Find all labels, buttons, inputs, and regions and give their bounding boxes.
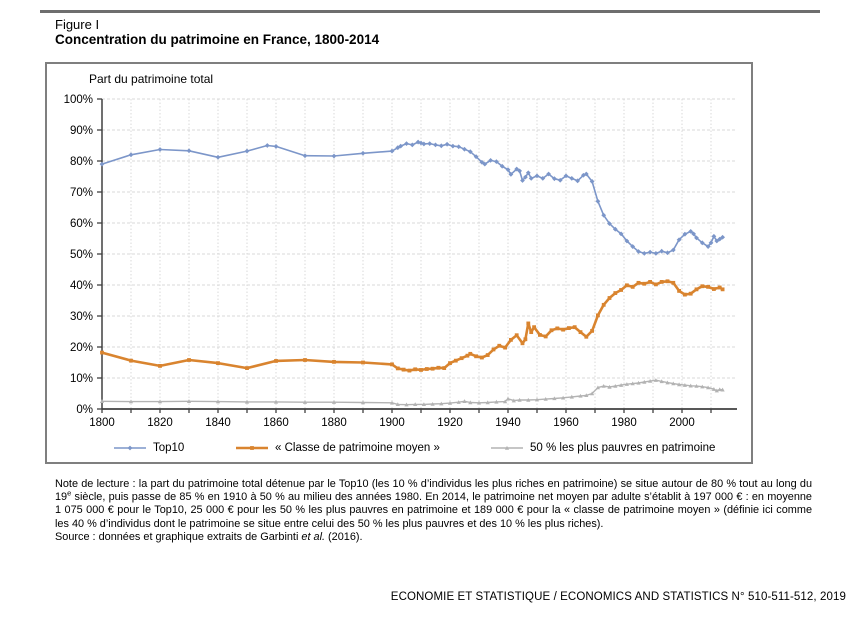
svg-text:1940: 1940 — [495, 417, 521, 429]
source-suffix: (2016). — [325, 530, 363, 543]
journal-footer: ECONOMIE ET STATISTIQUE / ECONOMICS AND STATISTICS N° 510-511-512, 2019 — [390, 591, 846, 603]
svg-text:0%: 0% — [76, 404, 93, 416]
svg-text:30%: 30% — [69, 311, 93, 323]
svg-text:50%: 50% — [69, 249, 93, 261]
legend-item-classe-moyenne — [235, 440, 440, 456]
legend-swatch-top10 — [113, 443, 147, 453]
svg-text:60%: 60% — [69, 218, 93, 230]
legend-swatch-50-pauvres — [490, 443, 524, 453]
note-text: Note de lecture : la part du patrimoine total détenue par le Top10 (les 10 % d’individus les plus riches en patrimoine) se situe autour de 80 % tout au long du 19 — [55, 478, 812, 504]
svg-text:40%: 40% — [69, 280, 93, 292]
svg-text:1880: 1880 — [321, 417, 347, 429]
top-rule — [40, 10, 820, 13]
svg-text:1800: 1800 — [89, 417, 115, 429]
svg-text:1980: 1980 — [611, 417, 637, 429]
figure-title: Concentration du patrimoine en France, 1800-2014 — [55, 32, 380, 47]
svg-text:1900: 1900 — [379, 417, 405, 429]
legend-label-50-pauvres: 50 % les plus pauvres en patrimoine — [530, 442, 716, 454]
line-chart-svg — [47, 64, 751, 462]
chart-area — [45, 62, 753, 464]
legend-swatch-classe-moyenne — [235, 443, 269, 453]
source-etal: et al. — [301, 530, 326, 543]
figure-label: Figure I — [55, 17, 100, 32]
svg-text:1860: 1860 — [263, 417, 289, 429]
svg-text:90%: 90% — [69, 125, 93, 137]
svg-text:2000: 2000 — [669, 417, 695, 429]
svg-text:100%: 100% — [63, 94, 93, 106]
svg-text:80%: 80% — [69, 156, 93, 168]
reading-note — [55, 478, 812, 544]
source-line — [55, 531, 812, 544]
svg-text:20%: 20% — [69, 342, 93, 354]
svg-text:1820: 1820 — [147, 417, 173, 429]
legend-item-50-pauvres — [490, 440, 715, 456]
svg-text:1920: 1920 — [437, 417, 463, 429]
note-superscript: e — [67, 488, 72, 498]
legend-label-classe-moyenne: « Classe de patrimoine moyen » — [275, 442, 440, 454]
y-axis-title: Part du patrimoine total — [89, 72, 214, 86]
legend-item-top10 — [113, 440, 184, 456]
source-prefix: Source : données et graphique extraits de Garbinti — [55, 530, 302, 543]
svg-text:10%: 10% — [69, 373, 93, 385]
svg-text:1960: 1960 — [553, 417, 579, 429]
svg-text:70%: 70% — [69, 187, 93, 199]
legend-label-top10: Top10 — [153, 442, 185, 454]
svg-text:1840: 1840 — [205, 417, 231, 429]
note-text-continued: siècle, puis passe de 85 % en 1910 à 50 % au milieu des années 1980. En 2014, le patrimoine net moyen par adulte s’établit à 197 000 € : en moyenne 1 075 000 € pour le Top10, 25 000 € pour les 50 % les plus pauvres en patrimoine et 189 000 € pour la « classe de patrimoine moyen » (définie ici comme les 40 % d’individus dont le patrimoine se situe entre celui des 50 % les plus pauvres et des 10 % les plus riches). — [55, 491, 812, 530]
